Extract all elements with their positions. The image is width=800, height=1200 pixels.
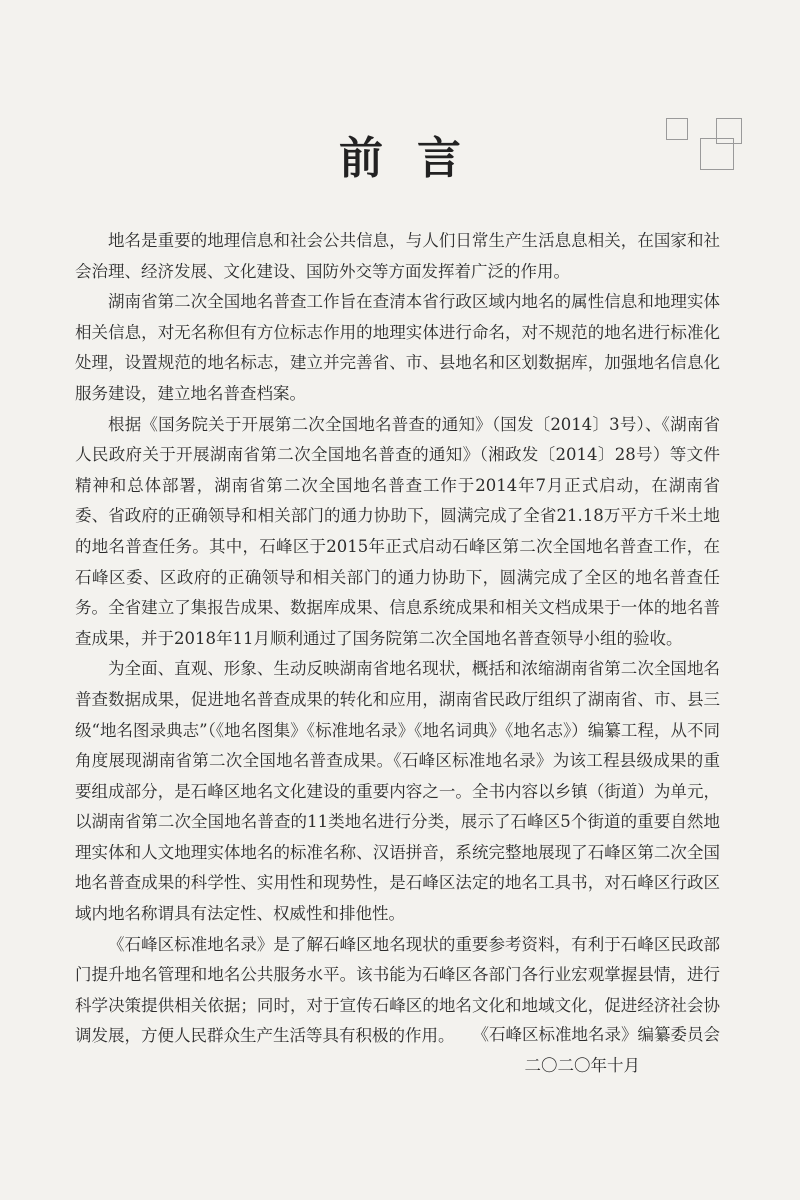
signature-date: 二〇二〇年十月 xyxy=(524,1055,640,1075)
paragraph-5: 《石峰区标准地名录》是了解石峰区地名现状的重要参考资料，有利于石峰区民政部门提升地名管理和地名公共服务水平。该书能为石峰区各部门各行业宏观掌握县情，进行科学决策提供相关依据；同时，对于宣传石峰区的地名文化和地域文化，促进经济社会协调发展，方便人民群众生产生活等具有积极的作用。 xyxy=(75,934,720,1046)
paragraph-1: 地名是重要的地理信息和社会公共信息，与人们日常生产生活息息相关，在国家和社会治理、经济发展、文化建设、国防外交等方面发挥着广泛的作用。 xyxy=(75,231,720,281)
page-title: 前言 xyxy=(339,133,495,184)
paragraph-3: 根据《国务院关于开展第二次全国地名普查的通知》（国发〔2014〕3号）、《湖南省人民政府关于开展湖南省第二次全国地名普查的通知》（湘政发〔2014〕28号）等文件精神和总体部署，湖南省第二次全国地名普查工作于2014年7月正式启动，在湖南省委、省政府的正确领导和相关部门的通力协助下，圆满完成了全省21.18万平方千米土地的地名普查任务。其中，石峰区于2015年正式启动石峰区第二次全国地名普查工作，在石峰区委、区政府的正确领导和相关部门的通力协助下，圆满完成了全区的地名普查任务。全省建立了集报告成果、数据库成果、信息系统成果和相关文档成果于一体的地名普查成果，并于2018年11月顺利通过了国务院第二次全国地名普查领导小组的验收。 xyxy=(75,414,720,648)
paragraph-4: 为全面、直观、形象、生动反映湖南省地名现状，概括和浓缩湖南省第二次全国地名普查数据成果，促进地名普查成果的转化和应用，湖南省民政厅组织了湖南省、市、县三级“地名图录典志”（《地名图集》《标准地名录》《地名词典》《地名志》）编纂工程，从不同角度展现湖南省第二次全国地名普查成果。《石峰区标准地名录》为该工程县级成果的重要组成部分，是石峰区地名文化建设的重要内容之一。全书内容以乡镇（街道）为单元，以湖南省第二次全国地名普查的11类地名进行分类，展示了石峰区5个街道的重要自然地理实体和人文地理实体地名的标准名称、汉语拼音，系统完整地展现了石峰区第二次全国地名普查成果的科学性、实用性和现势性，是石峰区法定的地名工具书，对石峰区行政区域内地名称谓具有法定性、权威性和排他性。 xyxy=(75,659,720,924)
paragraph-2: 湖南省第二次全国地名普查工作旨在查清本省行政区域内地名的属性信息和地理实体相关信息，对无名称但有方位标志作用的地理实体进行命名，对不规范的地名进行标准化处理，设置规范的地名标志，建立并完善省、市、县地名和区划数据库，加强地名信息化服务建设，建立地名普查档案。 xyxy=(75,292,720,403)
signature-org: 《石峰区标准地名录》编纂委员会 xyxy=(472,1025,720,1044)
signature-block xyxy=(75,1020,720,1081)
preface-body xyxy=(75,226,720,1052)
